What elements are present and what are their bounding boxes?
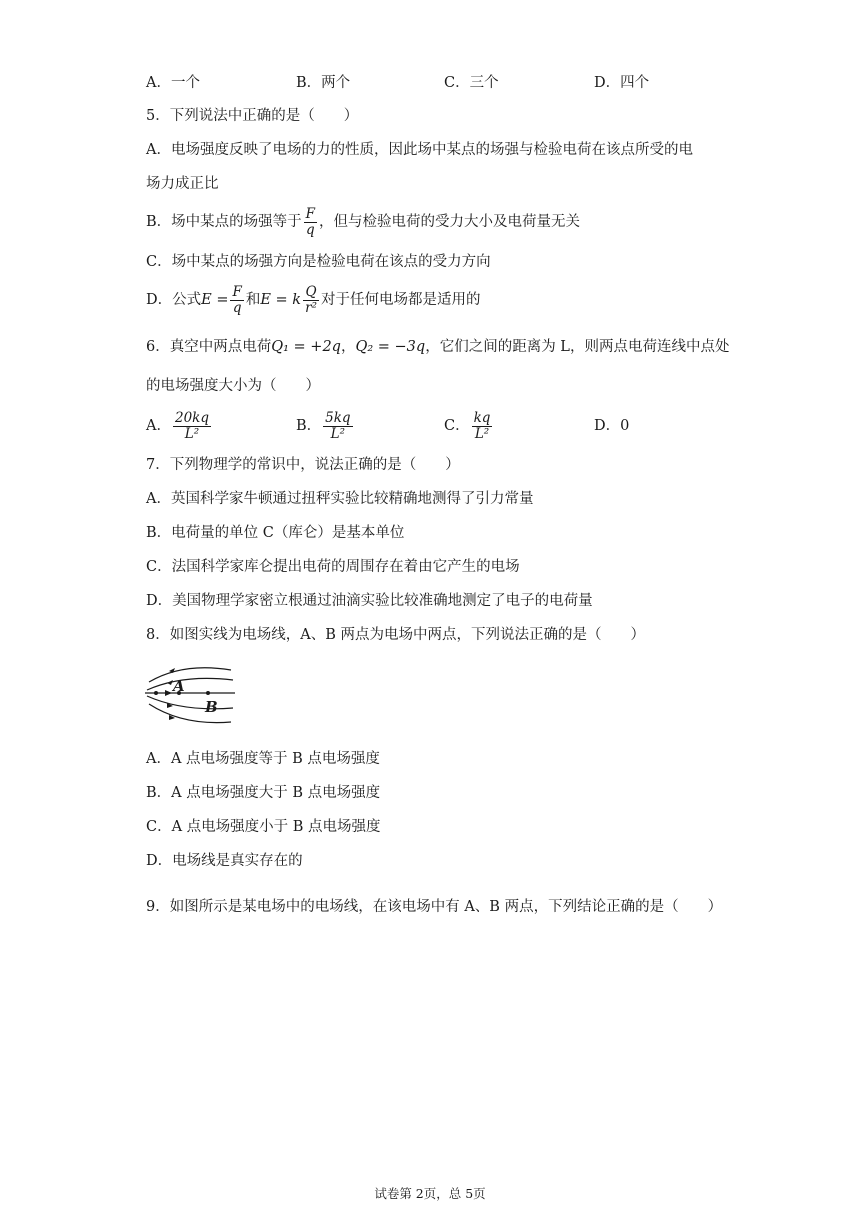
q7-option-a: A．英国科学家牛顿通过扭秤实验比较精确地测得了引力常量 <box>146 491 534 507</box>
field-line-bottom-inner <box>147 696 233 709</box>
option-label: D． <box>594 418 621 434</box>
q5-option-d <box>146 280 480 320</box>
fraction-denominator: L² <box>330 425 346 442</box>
page-footer: 试卷第 2页，总 5页 <box>374 1186 486 1201</box>
q4-option-d: D．四个 <box>594 75 650 91</box>
q5-stem: 5．下列说法中正确的是（ ） <box>146 108 359 124</box>
q6-stem-suffix: ，它们之间的距离为 L，则两点电荷连线中点处 <box>425 339 730 355</box>
q4-option-b: B．两个 <box>296 75 351 91</box>
formula-e-fraction <box>230 285 243 316</box>
q8-option-b: B．A 点电场强度大于 B 点电场强度 <box>146 785 381 801</box>
option-value: 0 <box>620 418 630 434</box>
and-text: 和 <box>245 292 261 308</box>
fraction-numerator: F <box>232 283 242 300</box>
fraction-numerator: Q <box>303 285 319 301</box>
fraction-denominator: r² <box>305 299 317 316</box>
q9-stem: 9．如图所示是某电场中的电场线，在该电场中有 A、B 两点，下列结论正确的是（ ） <box>146 899 723 915</box>
point-left-dot <box>154 691 158 695</box>
q6-stem-line2: 的电场强度大小为（ ） <box>146 378 320 394</box>
formula-coulomb-fraction <box>303 285 319 316</box>
charge-q2: Q₂ = −3q <box>355 339 426 355</box>
option-fraction <box>472 411 493 442</box>
q5-option-b-fraction <box>304 207 317 238</box>
point-b-dot <box>206 691 210 695</box>
q4-option-c: C．三个 <box>444 75 499 91</box>
field-line-top-inner <box>147 678 233 690</box>
q7-option-b: B．电荷量的单位 C（库仑）是基本单位 <box>146 525 405 541</box>
formula-coulomb-lhs: E = k <box>260 292 302 308</box>
fraction-denominator: q <box>306 221 315 238</box>
fraction-denominator: L² <box>184 425 200 442</box>
separator: ， <box>340 339 356 355</box>
q5-option-d-prefix: D．公式 <box>146 292 202 308</box>
fraction-denominator: L² <box>474 425 490 442</box>
q6-option-c <box>444 406 494 446</box>
point-b-label: B <box>205 698 218 716</box>
q5-option-a-line2: 场力成正比 <box>146 176 219 192</box>
formula-e-lhs: E = <box>201 292 229 308</box>
q8-option-a: A．A 点电场强度等于 B 点电场强度 <box>146 751 380 767</box>
q8-option-c: C．A 点电场强度小于 B 点电场强度 <box>146 819 381 835</box>
electric-field-lines-figure <box>143 660 243 730</box>
fraction-denominator: q <box>232 299 242 316</box>
q8-stem: 8．如图实线为电场线，A、B 两点为电场中两点，下列说法正确的是（ ） <box>146 627 645 643</box>
fraction-numerator: 20kq <box>174 409 209 426</box>
q7-stem: 7．下列物理学的常识中，说法正确的是（ ） <box>146 457 460 473</box>
field-line-top-outer <box>149 668 231 682</box>
fraction-numerator: F <box>305 205 316 222</box>
q5-option-d-suffix: 对于任何电场都是适用的 <box>320 292 481 308</box>
charge-q1: Q₁ = +2q <box>271 339 341 355</box>
q6-option-d <box>594 416 629 436</box>
option-label: A． <box>146 418 171 434</box>
option-label: B． <box>296 418 322 434</box>
q5-option-b-prefix: B．场中某点的场强等于 <box>146 214 302 230</box>
q6-stem-line1 <box>146 337 729 357</box>
option-fraction <box>323 411 352 442</box>
q5-option-c: C．场中某点的场强方向是检验电荷在该点的受力方向 <box>146 254 491 270</box>
fraction-numerator: kq <box>473 409 491 426</box>
q5-option-b <box>146 202 580 242</box>
point-a-label: A <box>173 677 185 695</box>
option-fraction <box>173 411 211 442</box>
arrow-head <box>165 690 172 696</box>
option-label: C． <box>444 418 470 434</box>
q6-option-b <box>296 406 355 446</box>
field-line-bottom-outer <box>149 704 231 723</box>
q6-stem-prefix: 6．真空中两点电荷 <box>146 339 272 355</box>
fraction-numerator: 5kq <box>325 409 351 426</box>
q7-option-c: C．法国科学家库仑提出电荷的周围存在着由它产生的电场 <box>146 559 520 575</box>
q8-option-d: D．电场线是真实存在的 <box>146 853 303 869</box>
q4-option-a: A．一个 <box>146 75 200 91</box>
q5-option-b-suffix: ，但与检验电荷的受力大小及电荷量无关 <box>319 214 581 230</box>
q6-option-a <box>146 406 213 446</box>
q7-option-d: D．美国物理学家密立根通过油滴实验比较准确地测定了电子的电荷量 <box>146 593 593 609</box>
q5-option-a-line1: A．电场强度反映了电场的力的性质，因此场中某点的场强与检验电荷在该点所受的电 <box>146 142 693 158</box>
